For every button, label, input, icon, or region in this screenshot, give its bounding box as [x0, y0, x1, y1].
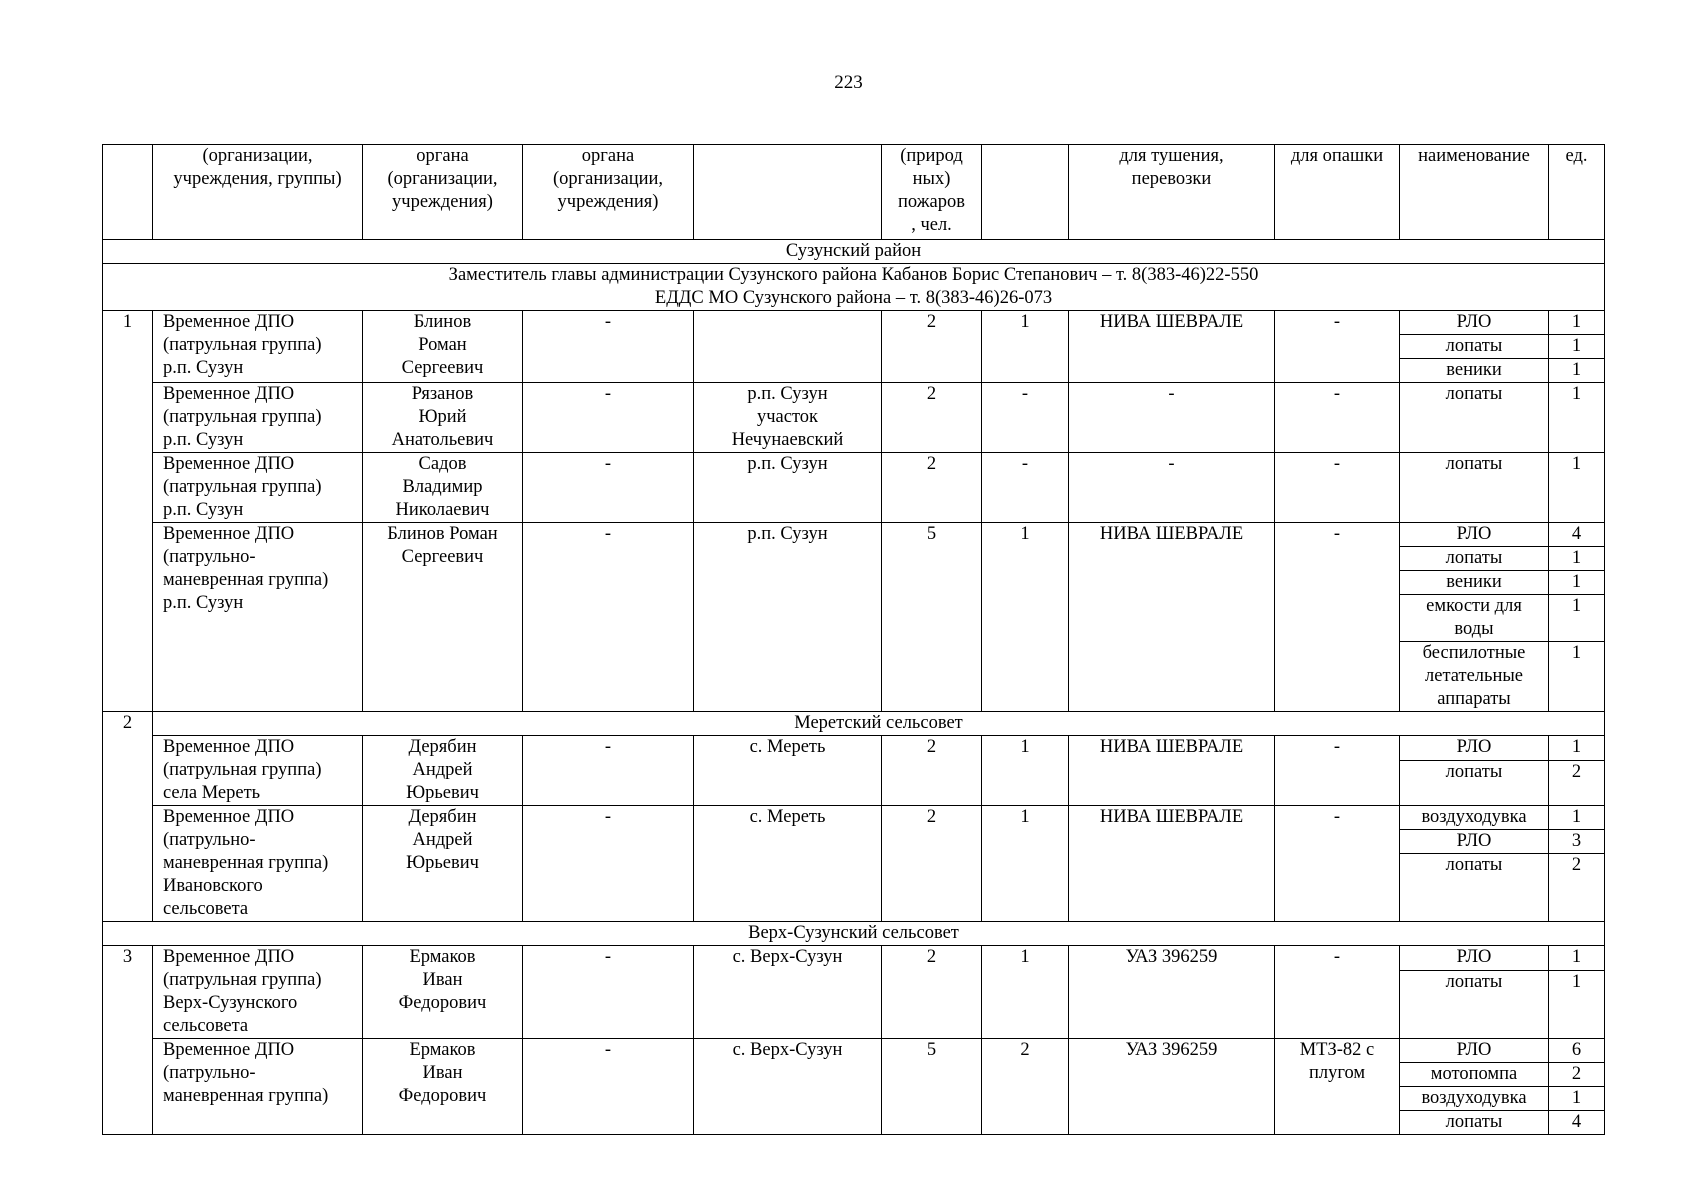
text-line: -	[1333, 524, 1341, 544]
equipment-qty: 1	[1549, 547, 1605, 571]
unit-plow	[1275, 806, 1400, 922]
text-line: РЛО	[1456, 1040, 1492, 1060]
unit-vehicle: НИВА ШЕВРАЛЕ	[1069, 806, 1275, 922]
equipment-name	[1400, 571, 1549, 595]
text-line: Федорович	[398, 1086, 487, 1106]
text-line: учреждения, группы)	[173, 169, 342, 189]
text-line: РЛО	[1456, 737, 1492, 757]
equipment-qty: 1	[1549, 642, 1605, 712]
unit-area	[694, 806, 882, 922]
edds-contact: ЕДДС МО Сузунского района – т. 8(383-46)26-073	[654, 288, 1053, 308]
section-meretskiy-row	[103, 712, 1605, 736]
text-line: маневренная группа)	[163, 853, 329, 873]
unit-vehicle: НИВА ШЕВРАЛЕ	[1069, 523, 1275, 712]
unit-people: 2	[882, 806, 982, 922]
text-line: -	[1333, 807, 1341, 827]
text-line: плугом	[1308, 1063, 1366, 1083]
equipment-qty: 3	[1549, 830, 1605, 854]
text-line: Временное ДПО	[163, 454, 295, 474]
equipment-qty: 1	[1549, 595, 1605, 642]
section-verkh-suzunskiy-row	[103, 922, 1605, 946]
text-line: Блинов Роман	[387, 524, 498, 544]
text-line: Временное ДПО	[163, 1040, 295, 1060]
text-line: с. Верх-Сузун	[732, 947, 843, 967]
text-line: РЛО	[1456, 524, 1492, 544]
deputy-head-contact: Заместитель главы администрации Сузунского района Кабанов Борис Степанович – т. 8(383-46)22-550	[448, 265, 1259, 285]
unit-deputy: -	[523, 523, 694, 712]
text-line: -	[1333, 737, 1341, 757]
equipment-name	[1400, 523, 1549, 547]
text-line: р.п. Сузун	[747, 524, 828, 544]
text-line: Иван	[422, 970, 463, 990]
text-line: лопаты	[1445, 548, 1503, 568]
section-verkh-suzunskiy: Верх-Сузунский сельсовет	[103, 922, 1605, 946]
equipment-qty: 6	[1549, 1039, 1605, 1063]
text-line: (патрульная группа)	[163, 407, 322, 427]
text-line: лопаты	[1445, 971, 1503, 992]
unit-vehicles-count: -	[982, 453, 1069, 523]
district-contacts	[103, 264, 1605, 311]
equipment-qty: 1	[1549, 736, 1605, 761]
equipment-name	[1400, 453, 1549, 523]
header-equipment-unit	[1549, 145, 1605, 240]
text-line: лопаты	[1445, 761, 1503, 782]
text-line: мотопомпа	[1430, 1064, 1518, 1084]
text-line: (патрульная группа)	[163, 477, 322, 497]
unit-plow	[1275, 523, 1400, 712]
equipment-qty: 1	[1549, 453, 1605, 523]
text-line: (патрульная группа)	[163, 760, 322, 780]
text-line: Верх-Сузунского	[163, 993, 298, 1013]
unit-area	[694, 1039, 882, 1135]
table-row	[103, 946, 1605, 971]
text-line: -	[1333, 384, 1341, 404]
equipment-name	[1400, 970, 1549, 1038]
text-line: р.п. Сузун	[163, 358, 244, 378]
text-line: (организации,	[202, 146, 313, 166]
text-line: (патрульная группа)	[163, 970, 322, 990]
text-line: аппараты	[1437, 689, 1511, 709]
page-number: 223	[834, 72, 863, 93]
equipment-name	[1400, 1111, 1549, 1135]
section-meretskiy: Меретский сельсовет	[153, 712, 1605, 736]
unit-deputy: -	[523, 806, 694, 922]
table-row	[103, 383, 1605, 453]
header-extinguish	[1069, 145, 1275, 240]
text-line: -	[1333, 454, 1341, 474]
text-line: наименование	[1418, 146, 1530, 166]
forces-table	[102, 144, 1605, 1135]
text-line: летательные	[1425, 666, 1523, 686]
equipment-name	[1400, 946, 1549, 971]
text-line: емкости для	[1426, 596, 1522, 616]
text-line: сельсовета	[163, 1016, 249, 1036]
equipment-qty: 2	[1549, 854, 1605, 922]
text-line: , чел.	[911, 215, 952, 235]
unit-vehicles-count: 1	[982, 523, 1069, 712]
text-line: лопаты	[1445, 454, 1503, 474]
equipment-qty: 1	[1549, 335, 1605, 359]
text-line: воздуходувка	[1421, 807, 1527, 827]
unit-area	[694, 311, 882, 383]
unit-area	[694, 946, 882, 1039]
unit-head	[363, 1039, 523, 1135]
text-line: (организации,	[552, 169, 664, 189]
equipment-name	[1400, 1087, 1549, 1111]
unit-vehicle: НИВА ШЕВРАЛЕ	[1069, 736, 1275, 806]
text-line: маневренная группа)	[163, 570, 329, 590]
text-line: (организации,	[387, 169, 498, 189]
unit-deputy: -	[523, 736, 694, 806]
text-line: Временное ДПО	[163, 524, 295, 544]
header-equipment-name	[1400, 145, 1549, 240]
unit-plow	[1275, 311, 1400, 383]
text-line: Дерябин	[408, 737, 477, 757]
table-row	[103, 311, 1605, 335]
text-line: Временное ДПО	[163, 737, 295, 757]
equipment-name	[1400, 642, 1549, 712]
table-row	[103, 453, 1605, 523]
equipment-name	[1400, 383, 1549, 453]
text-line: Сергеевич	[401, 358, 484, 378]
text-line: лопаты	[1445, 855, 1503, 876]
text-line: (патрульно-	[163, 830, 256, 850]
text-line: Федорович	[398, 993, 487, 1013]
text-line: ед.	[1565, 146, 1588, 166]
text-line: Садов	[418, 454, 467, 474]
text-line: для опашки	[1290, 146, 1384, 166]
text-line: села Мереть	[163, 783, 261, 803]
header-staff	[882, 145, 982, 240]
unit-head	[363, 946, 523, 1039]
text-line: Владимир	[402, 477, 483, 497]
text-line: (патрульная группа)	[163, 335, 322, 355]
unit-vehicle: НИВА ШЕВРАЛЕ	[1069, 311, 1275, 383]
unit-people: 2	[882, 946, 982, 1039]
unit-vehicles-count: 2	[982, 1039, 1069, 1135]
equipment-name	[1400, 311, 1549, 335]
unit-name	[153, 453, 363, 523]
text-line: р.п. Сузун	[163, 430, 244, 450]
unit-deputy: -	[523, 1039, 694, 1135]
unit-name	[153, 311, 363, 383]
text-line: Андрей	[412, 760, 473, 780]
text-line: р.п. Сузун	[747, 384, 828, 404]
unit-vehicles-count: 1	[982, 806, 1069, 922]
unit-plow	[1275, 1039, 1400, 1135]
equipment-name	[1400, 854, 1549, 922]
unit-name	[153, 1039, 363, 1135]
unit-people: 5	[882, 1039, 982, 1135]
unit-vehicle: УАЗ 396259	[1069, 946, 1275, 1039]
text-line: Юрьевич	[406, 853, 479, 873]
unit-vehicle: УАЗ 396259	[1069, 1039, 1275, 1135]
header-org	[153, 145, 363, 240]
text-line: Ивановского	[163, 876, 263, 896]
district-row	[103, 240, 1605, 264]
text-line: органа	[416, 146, 469, 166]
unit-deputy: -	[523, 383, 694, 453]
text-line: веники	[1446, 572, 1502, 592]
text-line: Временное ДПО	[163, 384, 295, 404]
table-row	[103, 523, 1605, 547]
equipment-name	[1400, 335, 1549, 359]
unit-vehicles-count: 1	[982, 736, 1069, 806]
text-line: Ермаков	[409, 1040, 476, 1060]
equipment-qty: 4	[1549, 523, 1605, 547]
header-deputy	[523, 145, 694, 240]
text-line: пожаров	[898, 192, 965, 212]
unit-plow	[1275, 383, 1400, 453]
text-line: Нечунаевский	[731, 430, 844, 450]
text-line: (природ	[900, 146, 963, 166]
unit-area	[694, 523, 882, 712]
unit-area	[694, 453, 882, 523]
text-line: Анатольевич	[391, 430, 494, 450]
equipment-qty: 2	[1549, 760, 1605, 805]
text-line: р.п. Сузун	[163, 500, 244, 520]
equipment-name	[1400, 1063, 1549, 1087]
unit-people: 2	[882, 383, 982, 453]
text-line: лопаты	[1445, 1112, 1503, 1132]
text-line: учреждения)	[557, 192, 659, 212]
text-line: перевозки	[1131, 169, 1212, 189]
text-line: воды	[1454, 619, 1494, 639]
text-line: РЛО	[1456, 947, 1492, 967]
equipment-qty: 2	[1549, 1063, 1605, 1087]
text-line: с. Мереть	[749, 807, 826, 827]
unit-head	[363, 311, 523, 383]
text-line: с. Мереть	[749, 737, 826, 757]
unit-head	[363, 523, 523, 712]
equipment-qty: 1	[1549, 571, 1605, 595]
equipment-qty: 1	[1549, 946, 1605, 971]
unit-deputy: -	[523, 453, 694, 523]
equipment-qty: 1	[1549, 970, 1605, 1038]
table-row	[103, 736, 1605, 761]
unit-name	[153, 523, 363, 712]
text-line: Юрий	[418, 407, 467, 427]
text-line: МТЗ-82 с	[1299, 1040, 1375, 1060]
unit-head	[363, 453, 523, 523]
text-line: ных)	[912, 169, 951, 189]
row-number: 1	[103, 311, 153, 712]
text-line: органа	[581, 146, 635, 166]
header-head	[363, 145, 523, 240]
text-line: р.п. Сузун	[747, 454, 828, 474]
equipment-qty: 1	[1549, 806, 1605, 830]
text-line: лопаты	[1445, 384, 1503, 404]
equipment-name	[1400, 830, 1549, 854]
unit-name	[153, 383, 363, 453]
text-line: для тушения,	[1119, 146, 1224, 166]
unit-plow	[1275, 453, 1400, 523]
text-line: беспилотные	[1422, 643, 1526, 663]
unit-vehicles-count: -	[982, 383, 1069, 453]
text-line: Блинов	[413, 312, 472, 332]
text-line: Андрей	[412, 830, 473, 850]
equipment-name	[1400, 359, 1549, 383]
text-line: с. Верх-Сузун	[732, 1040, 843, 1060]
text-line: р.п. Сузун	[163, 593, 244, 613]
unit-deputy: -	[523, 946, 694, 1039]
text-line: веники	[1446, 360, 1502, 380]
header-row	[103, 145, 1605, 240]
unit-name	[153, 736, 363, 806]
unit-name	[153, 806, 363, 922]
text-line: (патрульно-	[163, 1063, 256, 1083]
text-line: Ермаков	[409, 947, 476, 967]
text-line: Рязанов	[411, 384, 474, 404]
text-line: -	[1333, 312, 1341, 332]
equipment-qty: 1	[1549, 359, 1605, 383]
text-line: воздуходувка	[1421, 1088, 1527, 1108]
text-line: Временное ДПО	[163, 312, 295, 332]
text-line: Юрьевич	[406, 783, 479, 803]
table-row	[103, 806, 1605, 830]
text-line: РЛО	[1456, 312, 1492, 332]
unit-people: 2	[882, 453, 982, 523]
unit-vehicles-count: 1	[982, 946, 1069, 1039]
text-line: (патрульно-	[163, 547, 256, 567]
text-line: участок	[756, 407, 819, 427]
row-number: 2	[103, 712, 153, 922]
equipment-name	[1400, 547, 1549, 571]
unit-area	[694, 383, 882, 453]
unit-head	[363, 806, 523, 922]
unit-head	[363, 736, 523, 806]
text-line: Николаевич	[395, 500, 490, 520]
unit-name	[153, 946, 363, 1039]
text-line: сельсовета	[163, 899, 249, 919]
unit-vehicle: -	[1069, 383, 1275, 453]
unit-people: 2	[882, 736, 982, 806]
text-line: Иван	[422, 1063, 463, 1083]
text-line: -	[1333, 947, 1341, 967]
unit-deputy: -	[523, 311, 694, 383]
unit-people: 2	[882, 311, 982, 383]
header-plowing	[1275, 145, 1400, 240]
equipment-name	[1400, 806, 1549, 830]
header-units	[982, 145, 1069, 240]
text-line: Временное ДПО	[163, 807, 295, 827]
district-title: Сузунский район	[103, 240, 1605, 264]
text-line: лопаты	[1445, 336, 1503, 356]
text-line: РЛО	[1456, 831, 1492, 852]
text-line: маневренная группа)	[163, 1086, 329, 1106]
equipment-name	[1400, 595, 1549, 642]
unit-plow	[1275, 736, 1400, 806]
unit-head	[363, 383, 523, 453]
district-contact-row	[103, 264, 1605, 311]
unit-people: 5	[882, 523, 982, 712]
unit-vehicle: -	[1069, 453, 1275, 523]
header-num-cell	[103, 145, 153, 240]
table-row	[103, 1039, 1605, 1063]
row-number: 3	[103, 946, 153, 1135]
unit-vehicles-count: 1	[982, 311, 1069, 383]
equipment-qty: 1	[1549, 383, 1605, 453]
header-area	[694, 145, 882, 240]
equipment-qty: 4	[1549, 1111, 1605, 1135]
equipment-name	[1400, 736, 1549, 761]
unit-area	[694, 736, 882, 806]
text-line: Сергеевич	[401, 547, 484, 567]
equipment-name	[1400, 1039, 1549, 1063]
unit-plow	[1275, 946, 1400, 1039]
text-line: Временное ДПО	[163, 947, 295, 967]
equipment-name	[1400, 760, 1549, 805]
text-line: учреждения)	[392, 192, 493, 212]
equipment-qty: 1	[1549, 1087, 1605, 1111]
text-line: Дерябин	[408, 807, 477, 827]
text-line: Роман	[418, 335, 467, 355]
equipment-qty: 1	[1549, 311, 1605, 335]
